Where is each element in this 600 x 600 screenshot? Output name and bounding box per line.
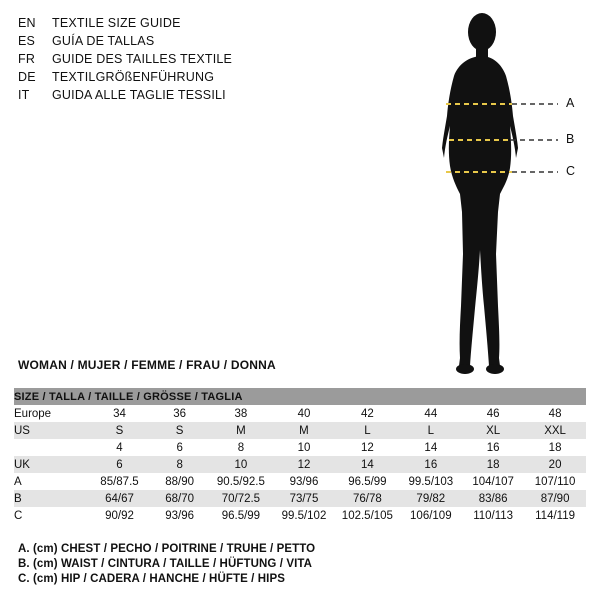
language-code: FR	[18, 52, 36, 66]
table-cell: 36	[150, 405, 209, 422]
table-cell: 16	[462, 439, 524, 456]
table-row	[14, 490, 586, 507]
row-label	[14, 439, 89, 456]
table-cell: 14	[399, 439, 462, 456]
row-label: C	[14, 507, 89, 524]
table-cell: 46	[462, 405, 524, 422]
row-label: A	[14, 473, 89, 490]
language-row-it	[18, 86, 318, 104]
table-cell: 34	[89, 405, 150, 422]
table-cell: 110/113	[462, 507, 524, 524]
language-row-es	[18, 32, 318, 50]
table-cell: 107/110	[524, 473, 586, 490]
table-cell: S	[89, 422, 150, 439]
table-cell: 12	[335, 439, 399, 456]
table-cell: 68/70	[150, 490, 209, 507]
table-cell: 104/107	[462, 473, 524, 490]
row-label: US	[14, 422, 89, 439]
table-cell: 90/92	[89, 507, 150, 524]
table-cell: 64/67	[89, 490, 150, 507]
table-cell: 106/109	[399, 507, 462, 524]
table-cell: 93/96	[273, 473, 336, 490]
table-row	[14, 405, 586, 422]
measure-label-b: B	[566, 132, 575, 146]
table-cell: 48	[524, 405, 586, 422]
note-waist: B. (cm) WAIST / CINTURA / TAILLE / HÜFTUNG / VITA	[18, 558, 313, 570]
table-cell: 73/75	[273, 490, 336, 507]
table-row	[14, 456, 586, 473]
table-cell: 88/90	[150, 473, 209, 490]
table-cell: 18	[462, 456, 524, 473]
table-cell: 8	[150, 456, 209, 473]
language-code: ES	[18, 34, 36, 48]
table-cell: S	[150, 422, 209, 439]
language-text: GUIDA ALLE TAGLIE TESSILI	[52, 88, 226, 102]
silhouette-svg	[420, 6, 590, 376]
table-cell: 10	[273, 439, 336, 456]
table-row	[14, 507, 586, 524]
language-row-de	[18, 68, 318, 86]
table-cell: 102.5/105	[335, 507, 399, 524]
size-table	[14, 388, 586, 524]
table-cell: 6	[150, 439, 209, 456]
table-row	[14, 422, 586, 439]
table-cell: 4	[89, 439, 150, 456]
measure-label-a: A	[566, 96, 575, 110]
table-cell: 18	[524, 439, 586, 456]
table-cell: 96.5/99	[209, 507, 272, 524]
table-cell: 16	[399, 456, 462, 473]
language-code: DE	[18, 70, 36, 84]
measurement-notes	[18, 542, 578, 587]
table-cell: XL	[462, 422, 524, 439]
table-cell: 99.5/103	[399, 473, 462, 490]
language-text: TEXTILE SIZE GUIDE	[52, 16, 181, 30]
table-cell: 87/90	[524, 490, 586, 507]
table-cell: L	[399, 422, 462, 439]
table-cell: 20	[524, 456, 586, 473]
row-label: UK	[14, 456, 89, 473]
language-code: EN	[18, 16, 36, 30]
table-cell: 96.5/99	[335, 473, 399, 490]
language-row-fr	[18, 50, 318, 68]
row-label: Europe	[14, 405, 89, 422]
section-title-woman: WOMAN / MUJER / FEMME / FRAU / DONNA	[18, 358, 276, 372]
table-cell: 42	[335, 405, 399, 422]
table-cell: 8	[209, 439, 272, 456]
table-cell: 40	[273, 405, 336, 422]
language-text: TEXTILGRÖßENFÜHRUNG	[52, 70, 215, 84]
table-cell: 85/87.5	[89, 473, 150, 490]
table-cell: M	[273, 422, 336, 439]
table-cell: 70/72.5	[209, 490, 272, 507]
table-cell: 14	[335, 456, 399, 473]
table-cell: 83/86	[462, 490, 524, 507]
table-cell: 10	[209, 456, 272, 473]
table-cell: 93/96	[150, 507, 209, 524]
table-cell: 90.5/92.5	[209, 473, 272, 490]
table-row	[14, 439, 586, 456]
table-cell: 44	[399, 405, 462, 422]
table-header-label: SIZE / TALLA / TAILLE / GRÖSSE / TAGLIA	[14, 388, 586, 405]
table-cell: 6	[89, 456, 150, 473]
table-header-row	[14, 388, 586, 405]
table-cell: L	[335, 422, 399, 439]
measure-label-c: C	[566, 164, 576, 178]
table-cell: 79/82	[399, 490, 462, 507]
note-chest: A. (cm) CHEST / PECHO / POITRINE / TRUHE / PETTO	[18, 543, 316, 555]
table-cell: XXL	[524, 422, 586, 439]
note-hip: C. (cm) HIP / CADERA / HANCHE / HÜFTE / HIPS	[18, 573, 286, 585]
table-cell: M	[209, 422, 272, 439]
table-cell: 99.5/102	[273, 507, 336, 524]
table-cell: 12	[273, 456, 336, 473]
row-label: B	[14, 490, 89, 507]
table-cell: 76/78	[335, 490, 399, 507]
table-row	[14, 473, 586, 490]
table-cell: 38	[209, 405, 272, 422]
female-silhouette-figure	[420, 6, 590, 376]
language-text: GUÍA DE TALLAS	[52, 34, 155, 48]
language-text: GUIDE DES TAILLES TEXTILE	[52, 52, 233, 66]
table-cell: 114/119	[524, 507, 586, 524]
language-list	[18, 14, 318, 104]
language-code: IT	[18, 88, 30, 102]
language-row-en	[18, 14, 318, 32]
